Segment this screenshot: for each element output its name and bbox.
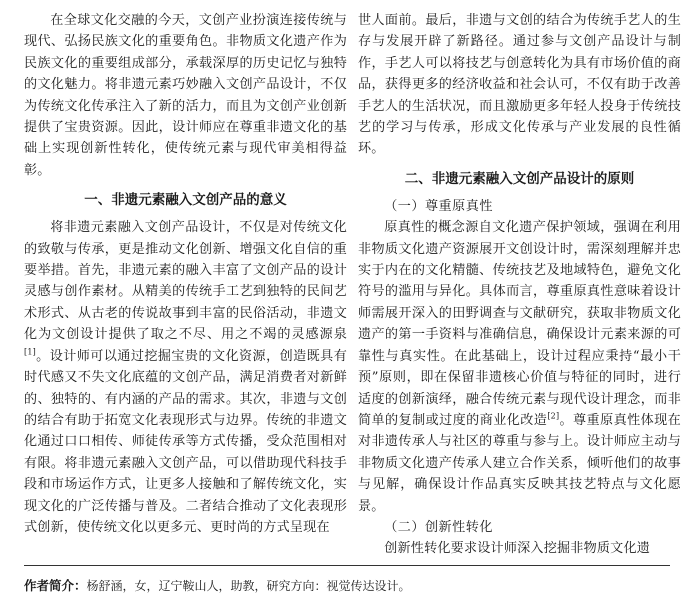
authenticity-text-a: 原真性的概念源自文化遗产保护领域，强调在利用非物质文化遗产资源展开文创设计时，需深刻理解并忠实于内在的文化精髓、传统技艺及地域特色，避免文化符号的滥用与异化。具体而言，尊重原真性意味着设计师需展开深入的田野调查与文献研究，获取非物质文化遗产的第一手资料与准确信息，确保设计元素来源的可靠性与真实性。在此基础上，设计过程应秉持“最小干预”原则，即在保留非遗核心价值与特征的同时，进行适度的创新演绎，融合传统元素与现代设计理念，而非简单的复制或过度的商业化改造 [358, 220, 681, 428]
intro-paragraph: 在全球文化交融的今天，文创产业扮演连接传统与现代、弘扬民族文化的重要角色。非物质文化遗产作为民族文化的重要组成部分，承载深厚的历史记忆与独特的文化魅力。将非遗元素巧妙融入文创产品设计，不仅为传统文化传承注入了新的活力，而且为文创产业创新提供了宝贵资源。因此，设计师应在尊重非遗文化的基础上实现创新性转化，使传统元素与现代审美相得益彰。 [24, 13, 347, 178]
citation-1[interactable]: [1] [24, 347, 36, 357]
innovation-paragraph: 创新性转化要求设计师深入挖掘非物质文化遗 [384, 541, 651, 557]
significance-paragraph [24, 217, 347, 538]
subsection-heading-authenticity: （一）尊重原真性 [384, 198, 493, 214]
author-footnote [24, 565, 670, 594]
section-heading-2: 二、非遗元素融入文创产品设计的原则 [404, 170, 635, 187]
authenticity-paragraph [358, 217, 681, 517]
right-column [358, 10, 681, 560]
significance-text-a: 将非遗元素融入文创产品设计，不仅是对传统文化的致敬与传承，更是推动文化创新、增强文化自信的重要举措。首先，非遗元素的融入丰富了文创产品的设计灵感与创作素材。从精美的传统手工艺到独特的民间艺术形式、从古老的传说故事到丰富的民俗活动，非遗文化为文创设计提供了取之不尽、用之不竭的灵感源泉 [24, 220, 347, 343]
continuation-paragraph: 世人面前。最后，非遗与文创的结合为传统手艺人的生存与发展开辟了新路径。通过参与文创产品设计与制作，手艺人可以将技艺与创意转化为具有市场价值的商品，获得更多的经济收益和社会认可，不仅有助于改善手艺人的生活状况，而且激励更多年轻人投身于传统技艺的学习与传承，形成文化传承与产业发展的良性循环。 [358, 13, 681, 157]
subsection-heading-innovation: （二）创新性转化 [384, 519, 493, 535]
citation-2[interactable]: [2] [547, 411, 560, 421]
author-info: 杨舒涵，女，辽宁鞍山人，助教，研究方向：视觉传达设计。 [86, 579, 411, 593]
author-label: 作者简介： [24, 578, 87, 593]
authenticity-text-b: 。尊重原真性体现在对非遗传承人与社区的尊重与参与上。设计师应主动与非物质文化遗产传承人建立合作关系，倾听他们的故事与见解，确保设计作品真实反映其技艺特点与文化愿景。 [358, 412, 681, 514]
section-heading-1: 一、非遗元素融入文创产品的意义 [84, 192, 287, 209]
left-column [24, 10, 347, 538]
significance-text-b: 。设计师可以通过挖掘宝贵的文化资源，创造既具有时代感又不失文化底蕴的文创产品，满足消费者对新鲜的、独特的、有内涵的产品的需求。其次，非遗与文创的结合有助于拓宽文化表现形式与边界。传统的非遗文化通过口口相传、师徒传承等方式传播，受众范围相对有限。将非遗元素融入文创产品，可以借助现代科技手段和市场运作方式，让更多人接触和了解传统文化，实现文化的广泛传播与普及。二者结合推动了文化表现形式创新，使传统文化以更多元、更时尚的方式呈现在 [24, 348, 347, 535]
